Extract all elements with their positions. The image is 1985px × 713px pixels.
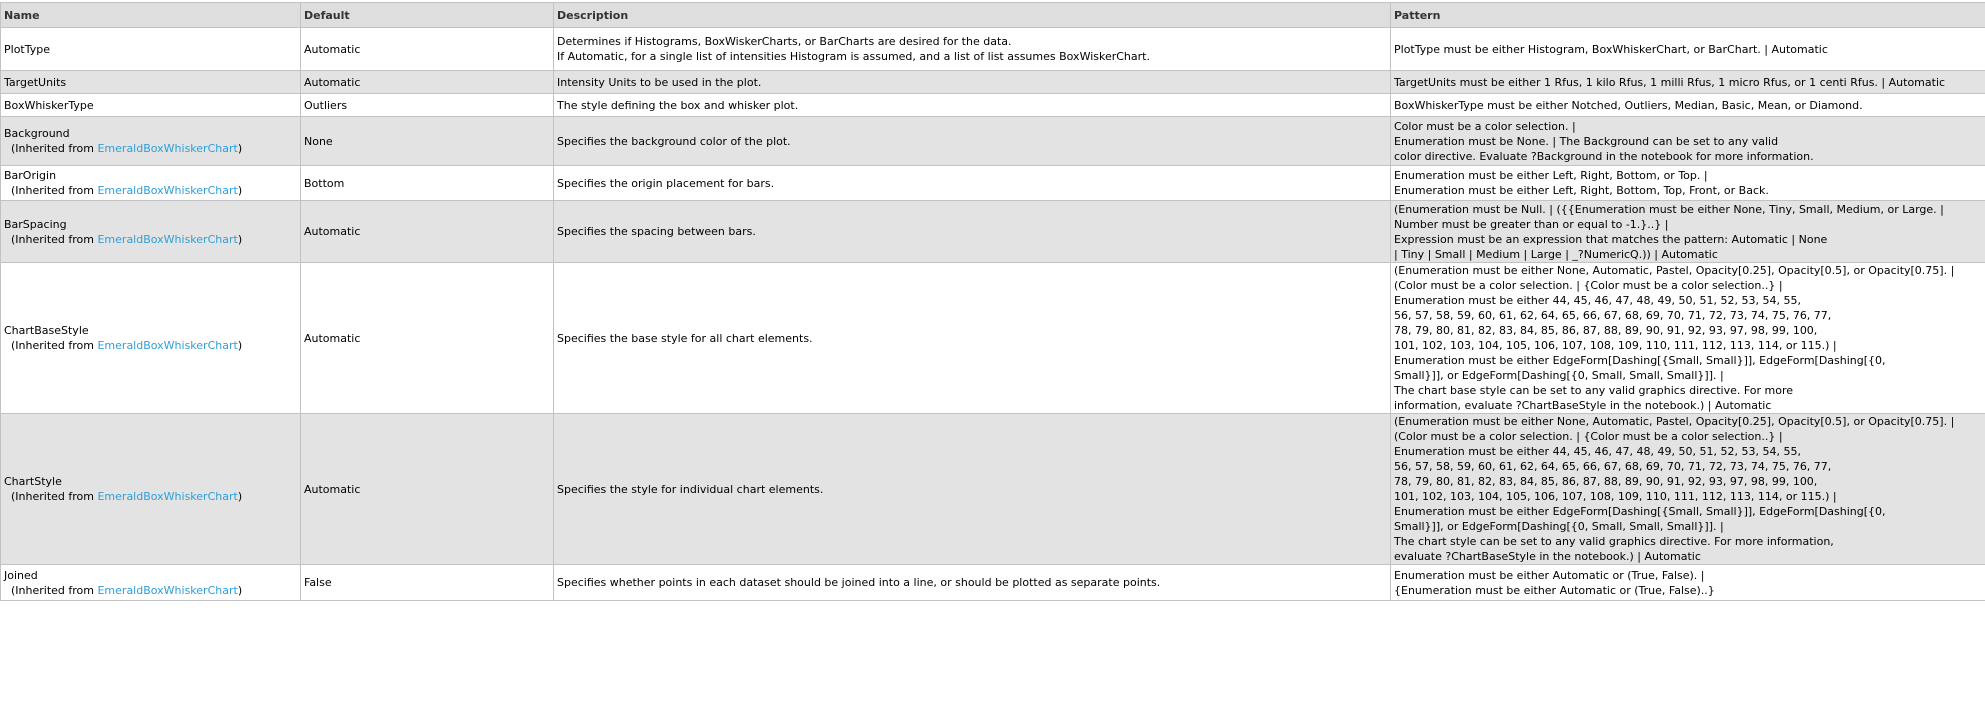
option-name-cell	[1, 94, 301, 117]
pattern-line: 56, 57, 58, 59, 60, 61, 62, 64, 65, 66, 67, 68, 69, 70, 71, 72, 73, 74, 75, 76, 77,	[1394, 309, 1832, 322]
inherited-prefix: (Inherited from	[11, 184, 98, 197]
description-cell	[554, 166, 1391, 201]
table-row	[1, 94, 1985, 117]
option-name-cell	[1, 414, 301, 565]
pattern-line: 56, 57, 58, 59, 60, 61, 62, 64, 65, 66, 67, 68, 69, 70, 71, 72, 73, 74, 75, 76, 77,	[1394, 460, 1832, 473]
table-header	[1, 3, 1985, 28]
inherited-suffix: )	[237, 490, 243, 503]
pattern-line: Enumeration must be either EdgeForm[Dashing[{Small, Small}]], EdgeForm[Dashing[{0,	[1394, 505, 1886, 518]
table-row	[1, 28, 1985, 71]
description-line: Intensity Units to be used in the plot.	[557, 75, 762, 89]
option-name: ChartBaseStyle	[4, 324, 89, 337]
description-line: Specifies the origin placement for bars.	[557, 176, 775, 190]
description-cell	[554, 414, 1391, 565]
table-row	[1, 117, 1985, 166]
default-value: Bottom	[301, 166, 554, 201]
inherited-prefix: (Inherited from	[11, 339, 98, 352]
inherited-from-link[interactable]: EmeraldBoxWhiskerChart	[97, 184, 238, 197]
options-table	[0, 2, 1985, 601]
inherited-prefix: (Inherited from	[11, 583, 98, 597]
description-cell	[554, 94, 1391, 117]
table-row	[1, 263, 1985, 414]
table-row	[1, 565, 1985, 601]
inherited-prefix: (Inherited from	[11, 142, 98, 155]
description-cell	[554, 28, 1391, 71]
description-line: Specifies the base style for all chart elements.	[557, 331, 813, 345]
default-value: Automatic	[301, 28, 554, 71]
option-name: ChartStyle	[4, 475, 62, 488]
option-name: BarSpacing	[4, 217, 67, 231]
pattern-line: 101, 102, 103, 104, 105, 106, 107, 108, 109, 110, 111, 112, 113, 114, or 115.) |	[1394, 490, 1837, 503]
inherited-suffix: )	[237, 232, 243, 246]
pattern-line: The chart base style can be set to any valid graphics directive. For more	[1394, 384, 1794, 397]
pattern-cell	[1391, 201, 1985, 263]
option-name: Joined	[4, 568, 38, 582]
option-name: TargetUnits	[4, 75, 67, 89]
description-line: Specifies the spacing between bars.	[557, 225, 756, 238]
pattern-line: color directive. Evaluate ?Background in the notebook for more information.	[1394, 149, 1814, 163]
option-name-cell	[1, 166, 301, 201]
description-line: Specifies the background color of the plot.	[557, 134, 791, 148]
inherited-suffix: )	[237, 583, 243, 597]
description-line: Specifies the style for individual chart elements.	[557, 482, 824, 496]
description-cell	[554, 263, 1391, 414]
default-value: False	[301, 565, 554, 601]
pattern-line: 78, 79, 80, 81, 82, 83, 84, 85, 86, 87, 88, 89, 90, 91, 92, 93, 97, 98, 99, 100,	[1394, 475, 1818, 488]
option-name: BoxWhiskerType	[4, 98, 94, 112]
inherited-from-link[interactable]: EmeraldBoxWhiskerChart	[97, 142, 238, 155]
header-name: Name	[1, 3, 301, 28]
option-name: PlotType	[4, 42, 50, 56]
header-pattern: Pattern	[1391, 3, 1985, 28]
pattern-cell	[1391, 263, 1985, 414]
table-row	[1, 414, 1985, 565]
inherited-note	[4, 183, 297, 198]
option-name-cell	[1, 71, 301, 94]
description-cell	[554, 117, 1391, 166]
table-body	[1, 28, 1985, 601]
pattern-line: Enumeration must be None. | The Background can be set to any valid	[1394, 134, 1779, 148]
pattern-line: Small}]], or EdgeForm[Dashing[{0, Small, Small, Small}]]. |	[1394, 369, 1724, 382]
pattern-line: Color must be a color selection. |	[1394, 119, 1576, 133]
inherited-note	[4, 141, 297, 156]
default-value: Automatic	[301, 201, 554, 263]
inherited-from-link[interactable]: EmeraldBoxWhiskerChart	[97, 232, 238, 246]
table-row	[1, 201, 1985, 263]
pattern-line: | Tiny | Small | Medium | Large | _?NumericQ.)) | Automatic	[1394, 247, 1718, 261]
option-name-cell	[1, 263, 301, 414]
pattern-line: The chart style can be set to any valid graphics directive. For more information,	[1394, 535, 1834, 548]
pattern-cell	[1391, 414, 1985, 565]
pattern-line: Enumeration must be either EdgeForm[Dashing[{Small, Small}]], EdgeForm[Dashing[{0,	[1394, 354, 1886, 367]
pattern-line: Enumeration must be either 44, 45, 46, 47, 48, 49, 50, 51, 52, 53, 54, 55,	[1394, 445, 1801, 458]
pattern-line: (Enumeration must be Null. | ({{Enumeration must be either None, Tiny, Small, Medium, or Large. |	[1394, 202, 1944, 216]
pattern-line: Enumeration must be either Left, Right, Bottom, or Top. |	[1394, 169, 1708, 182]
default-value: Outliers	[301, 94, 554, 117]
pattern-line: Enumeration must be either Left, Right, Bottom, Top, Front, or Back.	[1394, 184, 1769, 197]
pattern-line: Expression must be an expression that matches the pattern: Automatic | None	[1394, 232, 1828, 246]
description-cell	[554, 71, 1391, 94]
pattern-line: evaluate ?ChartBaseStyle in the notebook.) | Automatic	[1394, 550, 1701, 563]
pattern-line: Number must be greater than or equal to -1.}..} |	[1394, 217, 1669, 231]
pattern-line: TargetUnits must be either 1 Rfus, 1 kilo Rfus, 1 milli Rfus, 1 micro Rfus, or 1 centi Rfus. | Automatic	[1394, 75, 1946, 89]
inherited-suffix: )	[237, 142, 243, 155]
pattern-line: BoxWhiskerType must be either Notched, Outliers, Median, Basic, Mean, or Diamond.	[1394, 98, 1863, 112]
option-name-cell	[1, 565, 301, 601]
pattern-cell	[1391, 565, 1985, 601]
pattern-line: Enumeration must be either 44, 45, 46, 47, 48, 49, 50, 51, 52, 53, 54, 55,	[1394, 294, 1801, 307]
inherited-suffix: )	[237, 184, 243, 197]
pattern-cell	[1391, 94, 1985, 117]
header-description: Description	[554, 3, 1391, 28]
description-cell	[554, 201, 1391, 263]
description-line: Determines if Histograms, BoxWiskerCharts, or BarCharts are desired for the data.	[557, 35, 1012, 48]
description-line: If Automatic, for a single list of intensities Histogram is assumed, and a list of list assumes BoxWiskerChart.	[557, 50, 1150, 63]
option-name: BarOrigin	[4, 169, 57, 182]
default-value: Automatic	[301, 71, 554, 94]
inherited-note	[4, 232, 297, 247]
default-value: Automatic	[301, 414, 554, 565]
inherited-from-link[interactable]: EmeraldBoxWhiskerChart	[97, 583, 238, 597]
pattern-line: (Enumeration must be either None, Automatic, Pastel, Opacity[0.25], Opacity[0.5], or Opacity[0.75]. |	[1394, 264, 1955, 277]
pattern-line: 78, 79, 80, 81, 82, 83, 84, 85, 86, 87, 88, 89, 90, 91, 92, 93, 97, 98, 99, 100,	[1394, 324, 1818, 337]
inherited-prefix: (Inherited from	[11, 232, 98, 246]
pattern-cell	[1391, 71, 1985, 94]
header-default: Default	[301, 3, 554, 28]
pattern-line: PlotType must be either Histogram, BoxWhiskerChart, or BarChart. | Automatic	[1394, 42, 1828, 56]
inherited-note	[4, 489, 297, 504]
table-row	[1, 166, 1985, 201]
inherited-note	[4, 338, 297, 353]
pattern-line: {Enumeration must be either Automatic or (True, False)..}	[1394, 583, 1715, 597]
pattern-line: (Color must be a color selection. | {Color must be a color selection..} |	[1394, 430, 1783, 443]
pattern-line: information, evaluate ?ChartBaseStyle in the notebook.) | Automatic	[1394, 399, 1772, 412]
pattern-line: Small}]], or EdgeForm[Dashing[{0, Small, Small, Small}]]. |	[1394, 520, 1724, 533]
option-name: Background	[4, 127, 70, 140]
pattern-line: (Color must be a color selection. | {Color must be a color selection..} |	[1394, 279, 1783, 292]
option-name-cell	[1, 201, 301, 263]
pattern-line: 101, 102, 103, 104, 105, 106, 107, 108, 109, 110, 111, 112, 113, 114, or 115.) |	[1394, 339, 1837, 352]
inherited-from-link[interactable]: EmeraldBoxWhiskerChart	[97, 339, 238, 352]
description-cell	[554, 565, 1391, 601]
default-value: Automatic	[301, 263, 554, 414]
option-name-cell	[1, 28, 301, 71]
pattern-cell	[1391, 117, 1985, 166]
table-row	[1, 71, 1985, 94]
header-row	[1, 3, 1985, 28]
pattern-cell	[1391, 28, 1985, 71]
inherited-prefix: (Inherited from	[11, 490, 98, 503]
pattern-line: Enumeration must be either Automatic or (True, False). |	[1394, 568, 1705, 582]
description-line: The style defining the box and whisker plot.	[557, 98, 799, 112]
option-name-cell	[1, 117, 301, 166]
inherited-note	[4, 583, 297, 598]
inherited-from-link[interactable]: EmeraldBoxWhiskerChart	[97, 490, 238, 503]
pattern-line: (Enumeration must be either None, Automatic, Pastel, Opacity[0.25], Opacity[0.5], or Opacity[0.75]. |	[1394, 415, 1955, 428]
pattern-cell	[1391, 166, 1985, 201]
default-value: None	[301, 117, 554, 166]
description-line: Specifies whether points in each dataset should be joined into a line, or should be plotted as separate points.	[557, 576, 1161, 589]
inherited-suffix: )	[237, 339, 243, 352]
